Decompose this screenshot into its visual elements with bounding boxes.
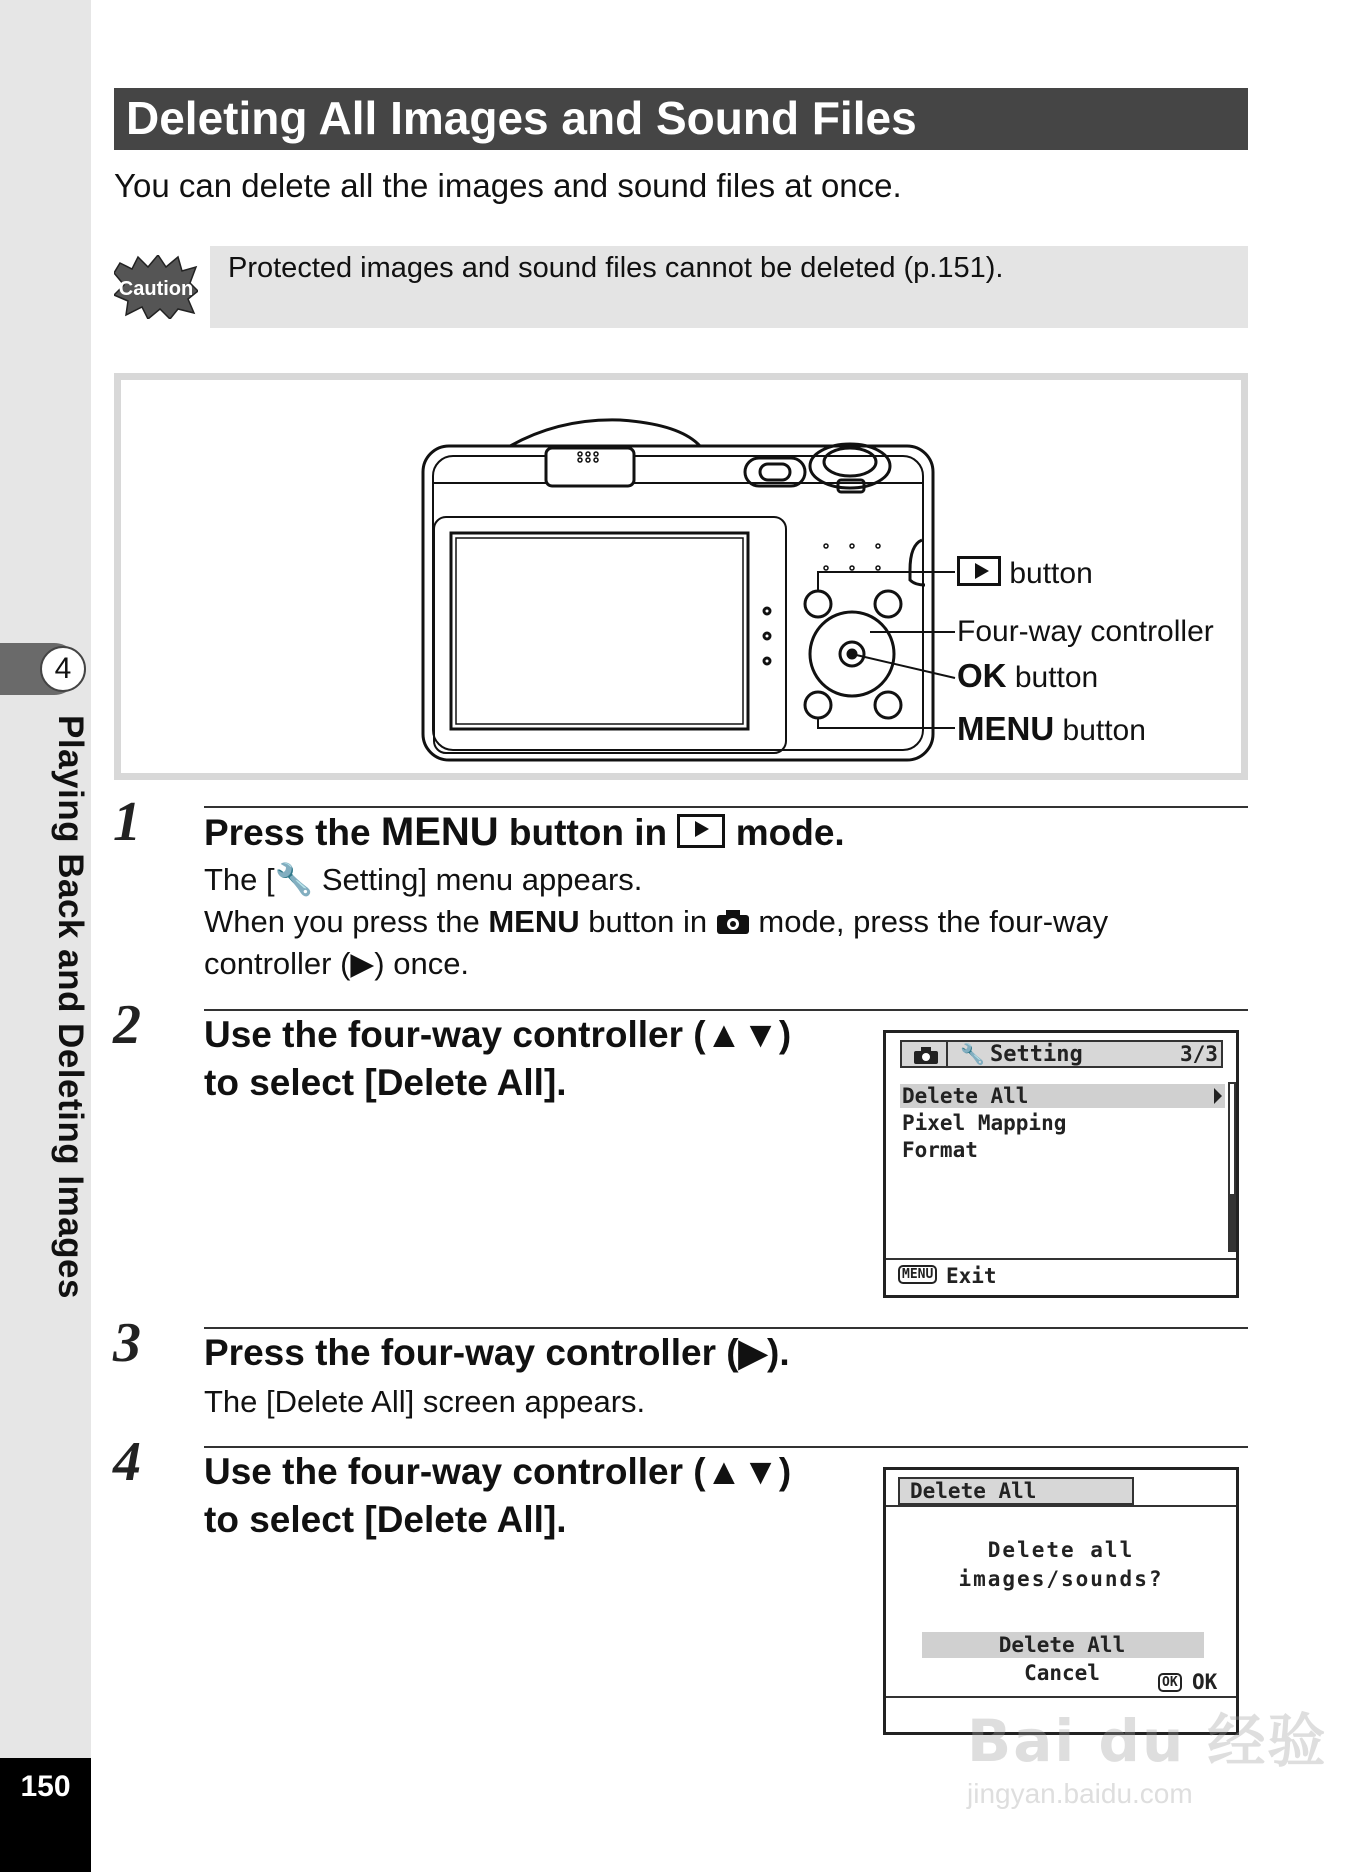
- step1-line1-a: The [: [204, 862, 275, 897]
- step1-line1-b: Setting] menu appears.: [313, 862, 643, 897]
- lcd-exit-label: Exit: [946, 1264, 997, 1288]
- playback-button-callout: [957, 556, 1093, 591]
- step4-number: 4: [113, 1431, 141, 1493]
- wrench-icon: 🔧: [274, 862, 314, 897]
- step1-heading-a: Press the: [204, 812, 381, 853]
- page-number: 150: [20, 1770, 71, 1803]
- step1-heading-c: mode.: [725, 812, 845, 853]
- watermark-url: jingyan.baidu.com: [967, 1778, 1193, 1809]
- step4-heading-line1: Use the four-way controller (▲▼): [204, 1451, 792, 1492]
- tab-divider: [946, 1042, 948, 1066]
- step1-heading-b: button in: [498, 812, 678, 853]
- lcd-page-indicator: 3/3: [1180, 1042, 1218, 1066]
- lcd-title: Delete All: [910, 1479, 1037, 1503]
- ok-suffix: button: [1006, 661, 1099, 694]
- menu-button-callout: [957, 710, 1146, 748]
- lcd-ok-label: OK: [1192, 1670, 1218, 1694]
- menu-item-format[interactable]: Format: [902, 1138, 978, 1162]
- option-cancel[interactable]: Cancel: [1024, 1661, 1100, 1685]
- step1-line2-menu: MENU: [488, 904, 580, 939]
- scrollbar-thumb[interactable]: [1230, 1194, 1234, 1250]
- playback-button-label: button: [1009, 557, 1093, 590]
- menu-suffix: button: [1054, 714, 1146, 747]
- chapter-title: Playing Back and Deleting Images: [51, 715, 90, 1299]
- step2-heading-line2: to select [Delete All].: [204, 1062, 567, 1103]
- step1-line1: [204, 859, 642, 901]
- menu-label: MENU: [957, 710, 1055, 747]
- caution-text: Protected images and sound files cannot be deleted (p.151).: [228, 252, 1004, 284]
- step1-line2-a: When you press the: [204, 904, 489, 939]
- camera-mode-icon: [716, 909, 750, 935]
- intro-text: You can delete all the images and sound files at once.: [114, 167, 902, 204]
- step3-number: 3: [113, 1312, 141, 1374]
- step1-number: 1: [113, 791, 141, 853]
- lcd-question-line2: images/sounds?: [958, 1567, 1164, 1591]
- caution-icon-label: Caution: [118, 278, 194, 300]
- menu-item-delete-all[interactable]: Delete All: [902, 1084, 1029, 1108]
- lcd-question-line1: Delete all: [987, 1538, 1135, 1562]
- step1-line3: controller (▶) once.: [204, 946, 470, 981]
- option-delete-all[interactable]: Delete All: [998, 1633, 1126, 1657]
- step2-heading-line1: Use the four-way controller (▲▼): [204, 1014, 792, 1055]
- lcd-header-divider: [886, 1505, 1236, 1507]
- caution-icon: [114, 255, 198, 319]
- step1-line2: [204, 901, 1108, 943]
- step1-line2-b: button in: [579, 904, 716, 939]
- step1-heading-menu: MENU: [380, 810, 499, 854]
- step4-heading-line2: to select [Delete All].: [204, 1499, 567, 1540]
- chevron-right-icon: [1214, 1088, 1222, 1104]
- lcd-footer-divider: [886, 1258, 1236, 1260]
- step1-heading: [204, 805, 845, 860]
- setting-menu-screen: [883, 1030, 1239, 1298]
- camera-tab-icon: [913, 1047, 939, 1065]
- ok-key-icon: OK: [1158, 1673, 1182, 1692]
- scrollbar-track[interactable]: [1228, 1082, 1236, 1252]
- chapter-number: 4: [40, 646, 86, 692]
- lcd-tab-label: Setting: [990, 1042, 1083, 1067]
- ok-label: OK: [957, 657, 1007, 694]
- four-way-callout: Four-way controller: [957, 615, 1214, 648]
- step3-body: The [Delete All] screen appears.: [204, 1384, 646, 1419]
- playback-icon: [957, 556, 1001, 586]
- step1-line2-c: mode, press the four-way: [749, 904, 1109, 939]
- menu-item-pixel-mapping[interactable]: Pixel Mapping: [902, 1111, 1067, 1135]
- wrench-icon: 🔧: [960, 1042, 985, 1066]
- watermark: Bai du 经验: [967, 1707, 1328, 1775]
- page-title: Deleting All Images and Sound Files: [126, 92, 917, 144]
- step2-number: 2: [113, 994, 141, 1056]
- menu-key-icon: MENU: [898, 1265, 937, 1284]
- ok-button-callout: [957, 657, 1098, 695]
- step3-heading: Press the four-way controller (▶).: [204, 1332, 790, 1373]
- playback-icon: [677, 814, 725, 848]
